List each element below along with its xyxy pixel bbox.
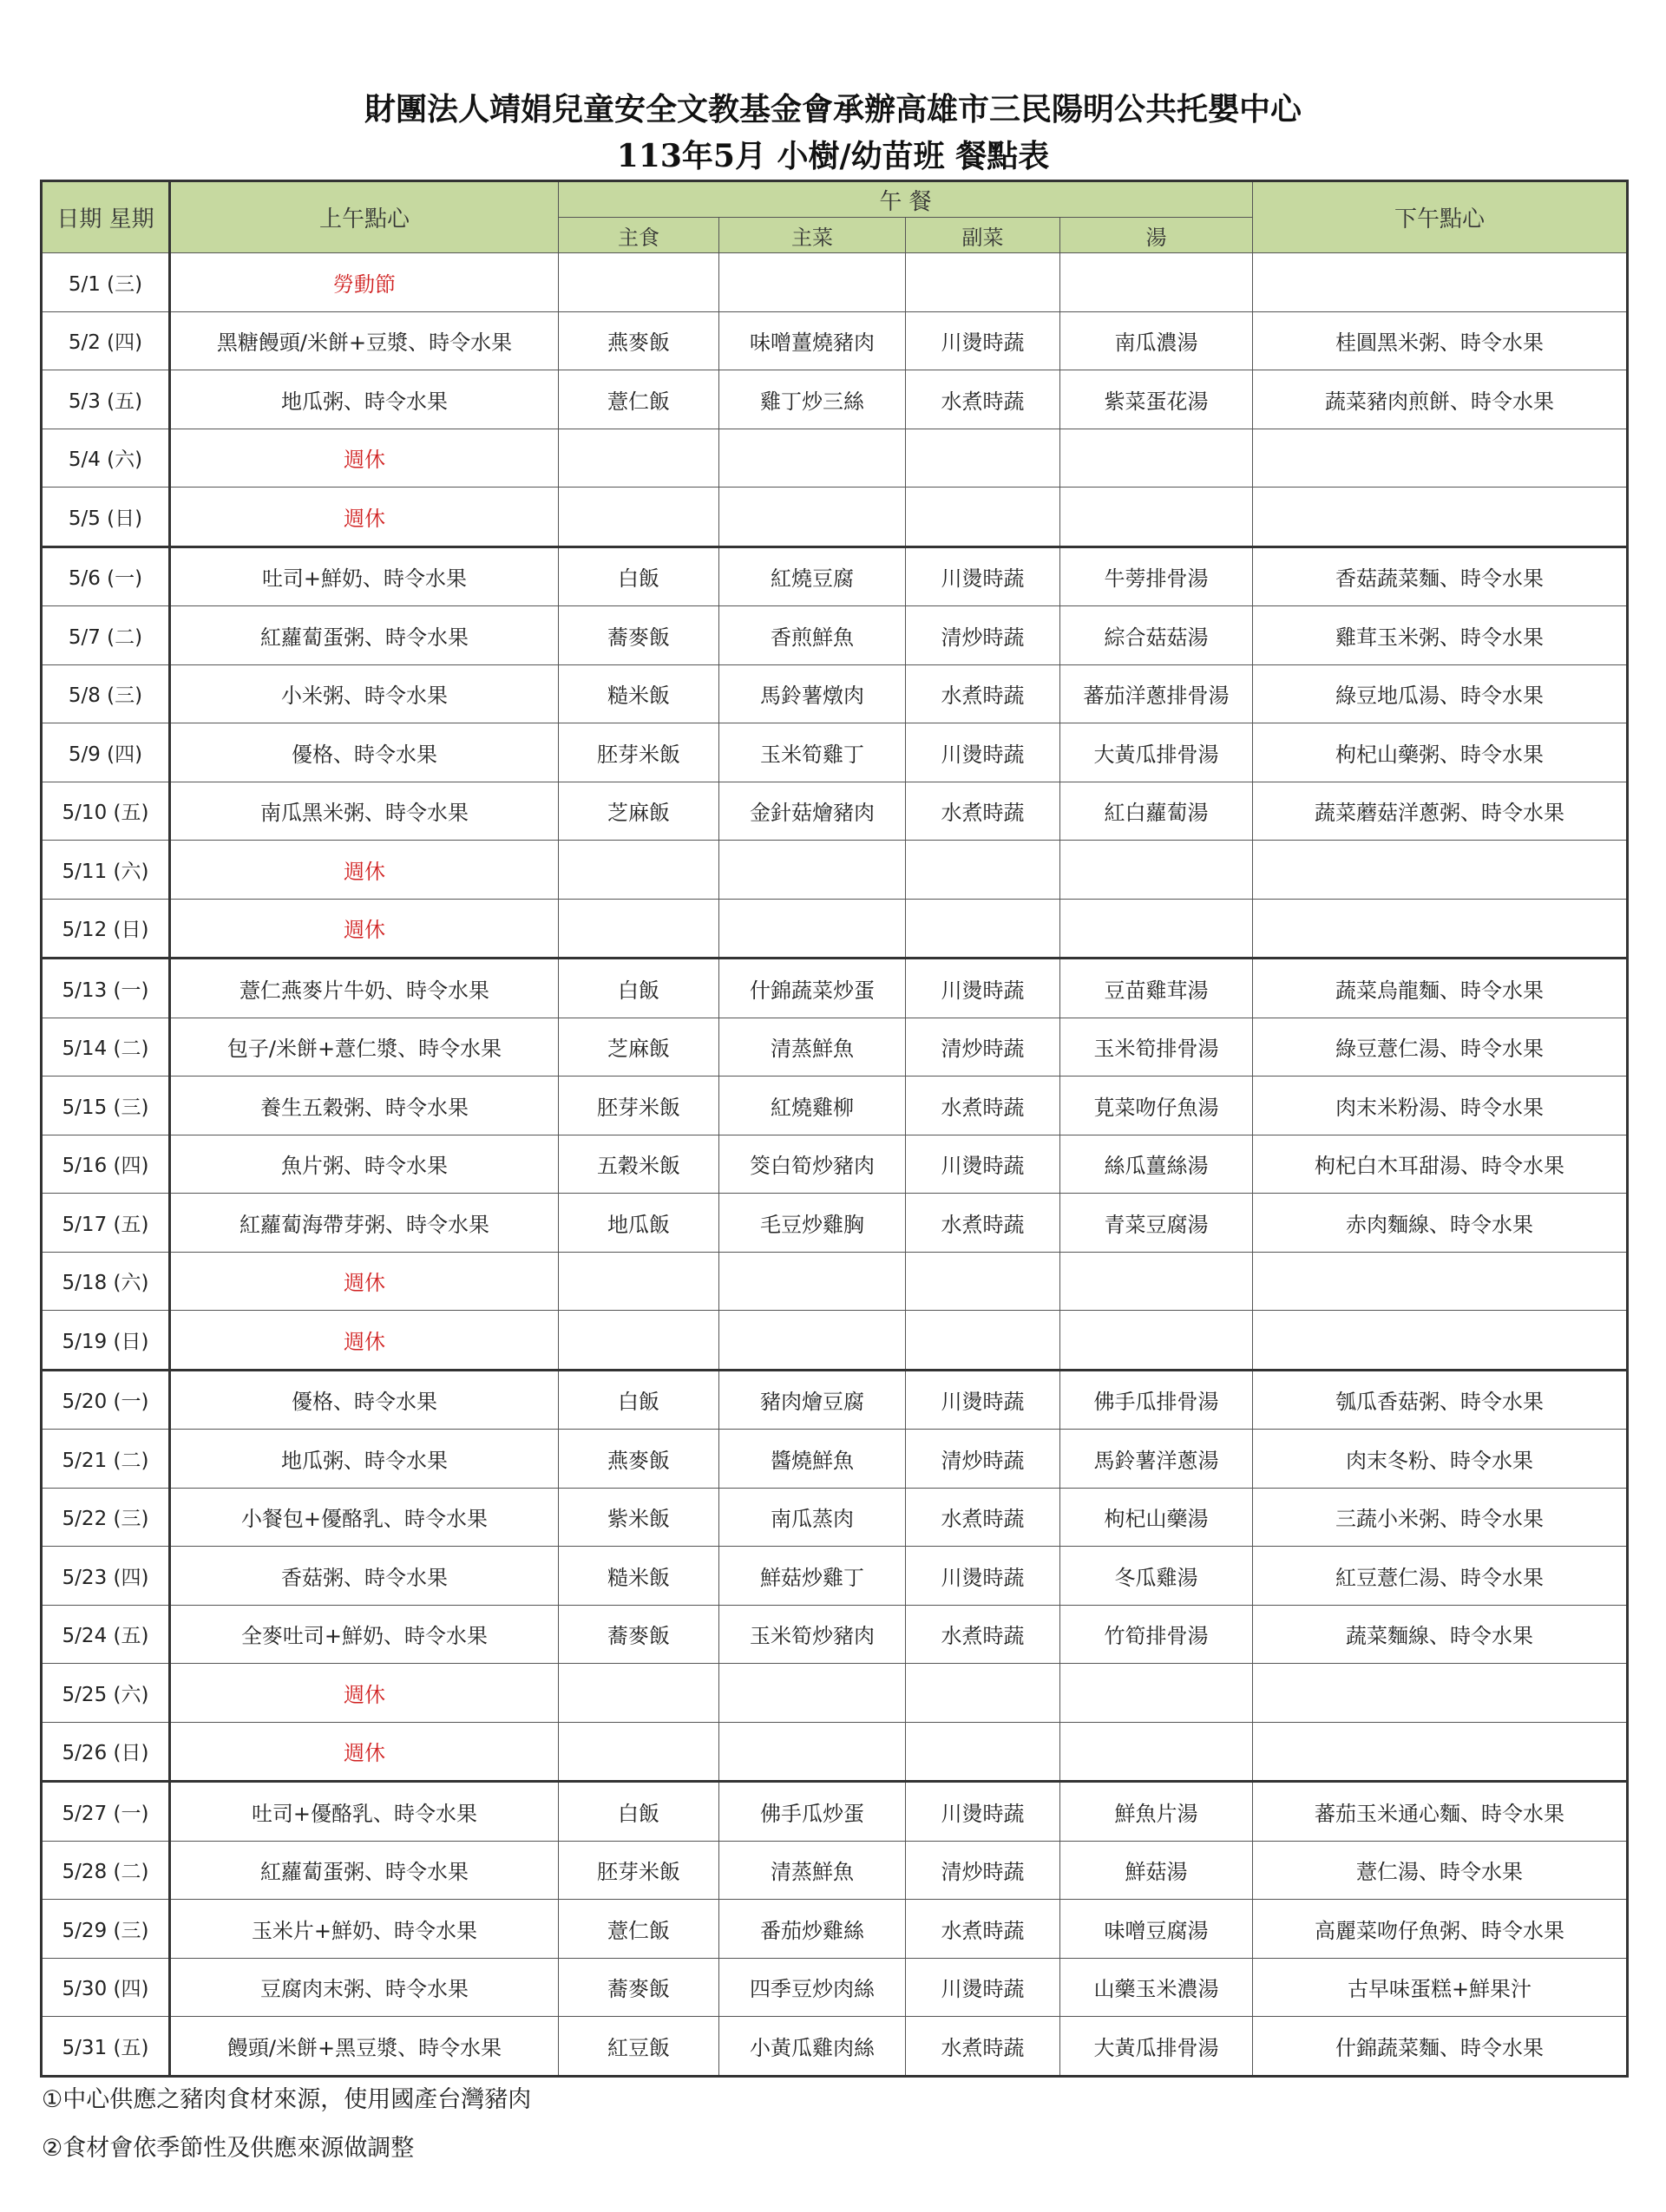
cell-soup xyxy=(1060,841,1253,900)
cell-date: 5/26 (日) xyxy=(42,1722,170,1782)
cell-main-dish: 香煎鮮魚 xyxy=(719,606,906,665)
cell-main-food xyxy=(559,841,719,900)
cell-afternoon-snack: 赤肉麵線、時令水果 xyxy=(1253,1194,1628,1253)
cell-side-dish xyxy=(906,1664,1060,1723)
table-row xyxy=(42,429,1628,488)
cell-main-dish: 什錦蔬菜炒蛋 xyxy=(719,959,906,1018)
cell-date: 5/2 (四) xyxy=(42,311,170,370)
cell-morning-snack: 吐司+鮮奶、時令水果 xyxy=(170,546,559,606)
cell-side-dish: 川燙時蔬 xyxy=(906,311,1060,370)
cell-date: 5/20 (一) xyxy=(42,1370,170,1430)
note-pork-source: ①中心供應之豬肉食材來源，使用國產台灣豬肉 xyxy=(42,2086,532,2113)
cell-soup: 綜合菇菇湯 xyxy=(1060,606,1253,665)
cell-side-dish: 川燙時蔬 xyxy=(906,1135,1060,1194)
cell-afternoon-snack: 蔬菜烏龍麵、時令水果 xyxy=(1253,959,1628,1018)
cell-date: 5/7 (二) xyxy=(42,606,170,665)
cell-morning-snack: 優格、時令水果 xyxy=(170,1370,559,1430)
cell-main-food: 五穀米飯 xyxy=(559,1135,719,1194)
cell-date: 5/1 (三) xyxy=(42,253,170,312)
table-row xyxy=(42,1664,1628,1723)
cell-date: 5/16 (四) xyxy=(42,1135,170,1194)
cell-main-food: 芝麻飯 xyxy=(559,1018,719,1077)
cell-side-dish: 水煮時蔬 xyxy=(906,370,1060,429)
cell-main-food: 芝麻飯 xyxy=(559,782,719,841)
cell-afternoon-snack: 肉末米粉湯、時令水果 xyxy=(1253,1077,1628,1135)
cell-main-dish xyxy=(719,253,906,312)
cell-morning-snack: 地瓜粥、時令水果 xyxy=(170,370,559,429)
cell-afternoon-snack: 蔬菜蘑菇洋蔥粥、時令水果 xyxy=(1253,782,1628,841)
cell-main-food xyxy=(559,1664,719,1723)
cell-morning-snack: 週休 xyxy=(170,488,559,547)
cell-date: 5/12 (日) xyxy=(42,899,170,959)
cell-morning-snack: 週休 xyxy=(170,841,559,900)
table-row xyxy=(42,1722,1628,1782)
cell-date: 5/11 (六) xyxy=(42,841,170,900)
cell-date: 5/21 (二) xyxy=(42,1430,170,1489)
cell-afternoon-snack: 綠豆薏仁湯、時令水果 xyxy=(1253,1018,1628,1077)
header-morning-snack: 上午點心 xyxy=(170,181,559,253)
cell-main-food: 糙米飯 xyxy=(559,664,719,723)
header-main-food: 主食 xyxy=(559,218,719,253)
cell-soup xyxy=(1060,429,1253,488)
table-row xyxy=(42,664,1628,723)
cell-soup xyxy=(1060,1664,1253,1723)
cell-soup: 牛蒡排骨湯 xyxy=(1060,546,1253,606)
cell-date: 5/24 (五) xyxy=(42,1605,170,1664)
table-row xyxy=(42,488,1628,547)
cell-soup: 冬瓜雞湯 xyxy=(1060,1547,1253,1606)
cell-morning-snack: 香菇粥、時令水果 xyxy=(170,1547,559,1606)
cell-main-food: 白飯 xyxy=(559,959,719,1018)
cell-soup: 馬鈴薯洋蔥湯 xyxy=(1060,1430,1253,1489)
cell-afternoon-snack xyxy=(1253,1664,1628,1723)
cell-side-dish: 川燙時蔬 xyxy=(906,1547,1060,1606)
cell-main-dish: 玉米筍雞丁 xyxy=(719,723,906,782)
cell-morning-snack: 養生五穀粥、時令水果 xyxy=(170,1077,559,1135)
cell-morning-snack: 全麥吐司+鮮奶、時令水果 xyxy=(170,1605,559,1664)
cell-soup xyxy=(1060,1311,1253,1371)
cell-afternoon-snack: 古早味蛋糕+鮮果汁 xyxy=(1253,1958,1628,2017)
cell-morning-snack: 南瓜黑米粥、時令水果 xyxy=(170,782,559,841)
cell-afternoon-snack: 什錦蔬菜麵、時令水果 xyxy=(1253,2017,1628,2077)
cell-morning-snack: 週休 xyxy=(170,899,559,959)
cell-main-food xyxy=(559,1252,719,1311)
cell-date: 5/6 (一) xyxy=(42,546,170,606)
cell-side-dish: 川燙時蔬 xyxy=(906,1370,1060,1430)
cell-morning-snack: 週休 xyxy=(170,1722,559,1782)
cell-afternoon-snack: 枸杞白木耳甜湯、時令水果 xyxy=(1253,1135,1628,1194)
cell-afternoon-snack: 薏仁湯、時令水果 xyxy=(1253,1841,1628,1900)
table-row xyxy=(42,959,1628,1018)
cell-main-dish: 清蒸鮮魚 xyxy=(719,1018,906,1077)
cell-date: 5/22 (三) xyxy=(42,1488,170,1547)
cell-main-dish: 豬肉燴豆腐 xyxy=(719,1370,906,1430)
cell-date: 5/31 (五) xyxy=(42,2017,170,2077)
table-row xyxy=(42,1252,1628,1311)
cell-side-dish: 川燙時蔬 xyxy=(906,1958,1060,2017)
cell-morning-snack: 週休 xyxy=(170,1311,559,1371)
cell-main-dish: 南瓜蒸肉 xyxy=(719,1488,906,1547)
cell-main-dish xyxy=(719,841,906,900)
cell-afternoon-snack: 綠豆地瓜湯、時令水果 xyxy=(1253,664,1628,723)
cell-soup: 大黃瓜排骨湯 xyxy=(1060,723,1253,782)
table-row xyxy=(42,370,1628,429)
cell-main-food: 薏仁飯 xyxy=(559,1900,719,1959)
cell-soup: 紫菜蛋花湯 xyxy=(1060,370,1253,429)
cell-afternoon-snack: 蕃茄玉米通心麵、時令水果 xyxy=(1253,1782,1628,1842)
cell-morning-snack: 黑糖饅頭/米餅+豆漿、時令水果 xyxy=(170,311,559,370)
header-afternoon-snack: 下午點心 xyxy=(1253,181,1628,253)
cell-soup: 玉米筍排骨湯 xyxy=(1060,1018,1253,1077)
cell-morning-snack: 地瓜粥、時令水果 xyxy=(170,1430,559,1489)
cell-main-food: 紫米飯 xyxy=(559,1488,719,1547)
cell-date: 5/17 (五) xyxy=(42,1194,170,1253)
cell-main-food: 蕎麥飯 xyxy=(559,1958,719,2017)
cell-soup: 味噌豆腐湯 xyxy=(1060,1900,1253,1959)
cell-soup: 大黃瓜排骨湯 xyxy=(1060,2017,1253,2077)
cell-soup: 蕃茄洋蔥排骨湯 xyxy=(1060,664,1253,723)
cell-morning-snack: 紅蘿蔔海帶芽粥、時令水果 xyxy=(170,1194,559,1253)
cell-morning-snack: 優格、時令水果 xyxy=(170,723,559,782)
table-row xyxy=(42,782,1628,841)
cell-main-food: 胚芽米飯 xyxy=(559,1077,719,1135)
table-row xyxy=(42,841,1628,900)
header-soup: 湯 xyxy=(1060,218,1253,253)
table-row xyxy=(42,1488,1628,1547)
cell-soup: 鮮魚片湯 xyxy=(1060,1782,1253,1842)
cell-main-food: 蕎麥飯 xyxy=(559,606,719,665)
cell-date: 5/8 (三) xyxy=(42,664,170,723)
cell-main-food: 胚芽米飯 xyxy=(559,723,719,782)
cell-soup: 絲瓜薑絲湯 xyxy=(1060,1135,1253,1194)
cell-soup xyxy=(1060,253,1253,312)
cell-soup xyxy=(1060,899,1253,959)
cell-soup: 青菜豆腐湯 xyxy=(1060,1194,1253,1253)
cell-morning-snack: 週休 xyxy=(170,1664,559,1723)
cell-main-dish: 醬燒鮮魚 xyxy=(719,1430,906,1489)
cell-main-dish: 四季豆炒肉絲 xyxy=(719,1958,906,2017)
cell-soup xyxy=(1060,1722,1253,1782)
cell-morning-snack: 週休 xyxy=(170,429,559,488)
header-date: 日期 星期 xyxy=(42,181,170,253)
table-row xyxy=(42,1547,1628,1606)
table-row xyxy=(42,1135,1628,1194)
cell-side-dish xyxy=(906,1722,1060,1782)
cell-main-food xyxy=(559,899,719,959)
table-row xyxy=(42,1077,1628,1135)
cell-side-dish: 川燙時蔬 xyxy=(906,959,1060,1018)
cell-main-dish: 清蒸鮮魚 xyxy=(719,1841,906,1900)
table-row xyxy=(42,1958,1628,2017)
cell-main-food xyxy=(559,1311,719,1371)
cell-main-dish: 金針菇燴豬肉 xyxy=(719,782,906,841)
table-row xyxy=(42,311,1628,370)
cell-main-food xyxy=(559,1722,719,1782)
cell-main-dish xyxy=(719,488,906,547)
cell-side-dish xyxy=(906,899,1060,959)
cell-side-dish: 水煮時蔬 xyxy=(906,1194,1060,1253)
cell-date: 5/19 (日) xyxy=(42,1311,170,1371)
cell-main-dish: 味噌薑燒豬肉 xyxy=(719,311,906,370)
cell-main-dish xyxy=(719,429,906,488)
cell-afternoon-snack xyxy=(1253,1252,1628,1311)
cell-soup: 竹筍排骨湯 xyxy=(1060,1605,1253,1664)
cell-main-food: 胚芽米飯 xyxy=(559,1841,719,1900)
cell-side-dish xyxy=(906,1252,1060,1311)
cell-main-food: 燕麥飯 xyxy=(559,311,719,370)
table-row xyxy=(42,1194,1628,1253)
cell-morning-snack: 包子/米餅+薏仁漿、時令水果 xyxy=(170,1018,559,1077)
cell-side-dish: 水煮時蔬 xyxy=(906,2017,1060,2077)
header-lunch: 午 餐 xyxy=(559,181,1253,218)
cell-morning-snack: 勞動節 xyxy=(170,253,559,312)
cell-morning-snack: 小米粥、時令水果 xyxy=(170,664,559,723)
cell-date: 5/27 (一) xyxy=(42,1782,170,1842)
cell-date: 5/4 (六) xyxy=(42,429,170,488)
cell-side-dish: 川燙時蔬 xyxy=(906,723,1060,782)
cell-main-food: 地瓜飯 xyxy=(559,1194,719,1253)
note-seasonal-adjustment: ②食材會依季節性及供應來源做調整 xyxy=(42,2135,415,2162)
table-row xyxy=(42,1018,1628,1077)
cell-main-food: 糙米飯 xyxy=(559,1547,719,1606)
cell-soup: 山藥玉米濃湯 xyxy=(1060,1958,1253,2017)
cell-soup: 紅白蘿蔔湯 xyxy=(1060,782,1253,841)
cell-main-dish xyxy=(719,1664,906,1723)
cell-afternoon-snack: 高麗菜吻仔魚粥、時令水果 xyxy=(1253,1900,1628,1959)
cell-main-dish xyxy=(719,1252,906,1311)
cell-soup: 佛手瓜排骨湯 xyxy=(1060,1370,1253,1430)
cell-afternoon-snack: 紅豆薏仁湯、時令水果 xyxy=(1253,1547,1628,1606)
cell-afternoon-snack: 香菇蔬菜麵、時令水果 xyxy=(1253,546,1628,606)
cell-main-dish: 雞丁炒三絲 xyxy=(719,370,906,429)
cell-date: 5/10 (五) xyxy=(42,782,170,841)
cell-main-food xyxy=(559,488,719,547)
cell-main-dish: 鮮菇炒雞丁 xyxy=(719,1547,906,1606)
cell-afternoon-snack: 枸杞山藥粥、時令水果 xyxy=(1253,723,1628,782)
cell-soup: 鮮菇湯 xyxy=(1060,1841,1253,1900)
cell-main-dish: 番茄炒雞絲 xyxy=(719,1900,906,1959)
cell-main-dish xyxy=(719,899,906,959)
cell-date: 5/15 (三) xyxy=(42,1077,170,1135)
cell-afternoon-snack xyxy=(1253,899,1628,959)
cell-main-food: 紅豆飯 xyxy=(559,2017,719,2077)
cell-date: 5/13 (一) xyxy=(42,959,170,1018)
cell-main-dish: 紅燒豆腐 xyxy=(719,546,906,606)
cell-date: 5/29 (三) xyxy=(42,1900,170,1959)
cell-soup xyxy=(1060,488,1253,547)
cell-morning-snack: 魚片粥、時令水果 xyxy=(170,1135,559,1194)
cell-afternoon-snack: 肉末冬粉、時令水果 xyxy=(1253,1430,1628,1489)
cell-side-dish xyxy=(906,253,1060,312)
cell-morning-snack: 吐司+優酪乳、時令水果 xyxy=(170,1782,559,1842)
cell-afternoon-snack xyxy=(1253,1311,1628,1371)
cell-afternoon-snack xyxy=(1253,253,1628,312)
cell-date: 5/18 (六) xyxy=(42,1252,170,1311)
cell-morning-snack: 薏仁燕麥片牛奶、時令水果 xyxy=(170,959,559,1018)
table-row xyxy=(42,723,1628,782)
cell-afternoon-snack: 瓠瓜香菇粥、時令水果 xyxy=(1253,1370,1628,1430)
cell-main-food: 蕎麥飯 xyxy=(559,1605,719,1664)
cell-main-dish: 玉米筍炒豬肉 xyxy=(719,1605,906,1664)
cell-morning-snack: 小餐包+優酪乳、時令水果 xyxy=(170,1488,559,1547)
cell-afternoon-snack: 蔬菜豬肉煎餅、時令水果 xyxy=(1253,370,1628,429)
cell-afternoon-snack: 雞茸玉米粥、時令水果 xyxy=(1253,606,1628,665)
cell-afternoon-snack: 蔬菜麵線、時令水果 xyxy=(1253,1605,1628,1664)
table-row xyxy=(42,1311,1628,1371)
cell-date: 5/25 (六) xyxy=(42,1664,170,1723)
cell-afternoon-snack xyxy=(1253,429,1628,488)
cell-side-dish: 水煮時蔬 xyxy=(906,1900,1060,1959)
cell-soup: 枸杞山藥湯 xyxy=(1060,1488,1253,1547)
cell-main-food: 白飯 xyxy=(559,1782,719,1842)
cell-main-food xyxy=(559,429,719,488)
table-row xyxy=(42,253,1628,312)
meal-rows xyxy=(42,253,1628,2077)
table-row xyxy=(42,1605,1628,1664)
table-row xyxy=(42,546,1628,606)
cell-afternoon-snack: 桂圓黑米粥、時令水果 xyxy=(1253,311,1628,370)
cell-soup: 莧菜吻仔魚湯 xyxy=(1060,1077,1253,1135)
cell-date: 5/23 (四) xyxy=(42,1547,170,1606)
cell-main-dish: 筊白筍炒豬肉 xyxy=(719,1135,906,1194)
cell-date: 5/28 (二) xyxy=(42,1841,170,1900)
header-side-dish: 副菜 xyxy=(906,218,1060,253)
cell-soup: 南瓜濃湯 xyxy=(1060,311,1253,370)
cell-main-dish xyxy=(719,1722,906,1782)
document-subtitle: 113年5月 小樹/幼苗班 餐點表 xyxy=(616,138,1050,174)
header-main-dish: 主菜 xyxy=(719,218,906,253)
cell-main-food: 薏仁飯 xyxy=(559,370,719,429)
table-row xyxy=(42,1782,1628,1842)
cell-main-dish: 小黃瓜雞肉絲 xyxy=(719,2017,906,2077)
cell-side-dish: 川燙時蔬 xyxy=(906,1782,1060,1842)
table-row xyxy=(42,1370,1628,1430)
cell-side-dish: 水煮時蔬 xyxy=(906,1077,1060,1135)
cell-morning-snack: 饅頭/米餅+黑豆漿、時令水果 xyxy=(170,2017,559,2077)
cell-side-dish: 水煮時蔬 xyxy=(906,664,1060,723)
cell-date: 5/30 (四) xyxy=(42,1958,170,2017)
cell-morning-snack: 玉米片+鮮奶、時令水果 xyxy=(170,1900,559,1959)
cell-date: 5/3 (五) xyxy=(42,370,170,429)
table-row xyxy=(42,606,1628,665)
meal-schedule-table xyxy=(40,180,1629,2078)
cell-side-dish: 清炒時蔬 xyxy=(906,1841,1060,1900)
cell-main-dish: 毛豆炒雞胸 xyxy=(719,1194,906,1253)
table-row xyxy=(42,899,1628,959)
cell-soup: 豆苗雞茸湯 xyxy=(1060,959,1253,1018)
cell-main-dish: 佛手瓜炒蛋 xyxy=(719,1782,906,1842)
cell-date: 5/14 (二) xyxy=(42,1018,170,1077)
table-row xyxy=(42,1430,1628,1489)
cell-morning-snack: 紅蘿蔔蛋粥、時令水果 xyxy=(170,606,559,665)
cell-main-food: 燕麥飯 xyxy=(559,1430,719,1489)
document-title: 財團法人靖娟兒童安全文教基金會承辦高雄市三民陽明公共托嬰中心 xyxy=(364,91,1302,128)
table-row xyxy=(42,2017,1628,2077)
table-row xyxy=(42,1900,1628,1959)
cell-side-dish xyxy=(906,488,1060,547)
cell-side-dish xyxy=(906,429,1060,488)
table-row xyxy=(42,1841,1628,1900)
cell-morning-snack: 豆腐肉末粥、時令水果 xyxy=(170,1958,559,2017)
cell-date: 5/9 (四) xyxy=(42,723,170,782)
cell-side-dish xyxy=(906,1311,1060,1371)
cell-side-dish: 水煮時蔬 xyxy=(906,782,1060,841)
cell-main-dish: 紅燒雞柳 xyxy=(719,1077,906,1135)
cell-main-dish xyxy=(719,1311,906,1371)
cell-afternoon-snack: 三蔬小米粥、時令水果 xyxy=(1253,1488,1628,1547)
cell-main-food: 白飯 xyxy=(559,1370,719,1430)
cell-afternoon-snack xyxy=(1253,841,1628,900)
cell-date: 5/5 (日) xyxy=(42,488,170,547)
cell-morning-snack: 紅蘿蔔蛋粥、時令水果 xyxy=(170,1841,559,1900)
cell-side-dish xyxy=(906,841,1060,900)
cell-afternoon-snack xyxy=(1253,1722,1628,1782)
cell-side-dish: 清炒時蔬 xyxy=(906,1430,1060,1489)
cell-side-dish: 川燙時蔬 xyxy=(906,546,1060,606)
cell-side-dish: 水煮時蔬 xyxy=(906,1605,1060,1664)
cell-side-dish: 水煮時蔬 xyxy=(906,1488,1060,1547)
cell-side-dish: 清炒時蔬 xyxy=(906,606,1060,665)
cell-morning-snack: 週休 xyxy=(170,1252,559,1311)
cell-side-dish: 清炒時蔬 xyxy=(906,1018,1060,1077)
cell-main-food xyxy=(559,253,719,312)
cell-soup xyxy=(1060,1252,1253,1311)
cell-afternoon-snack xyxy=(1253,488,1628,547)
cell-main-dish: 馬鈴薯燉肉 xyxy=(719,664,906,723)
cell-main-food: 白飯 xyxy=(559,546,719,606)
